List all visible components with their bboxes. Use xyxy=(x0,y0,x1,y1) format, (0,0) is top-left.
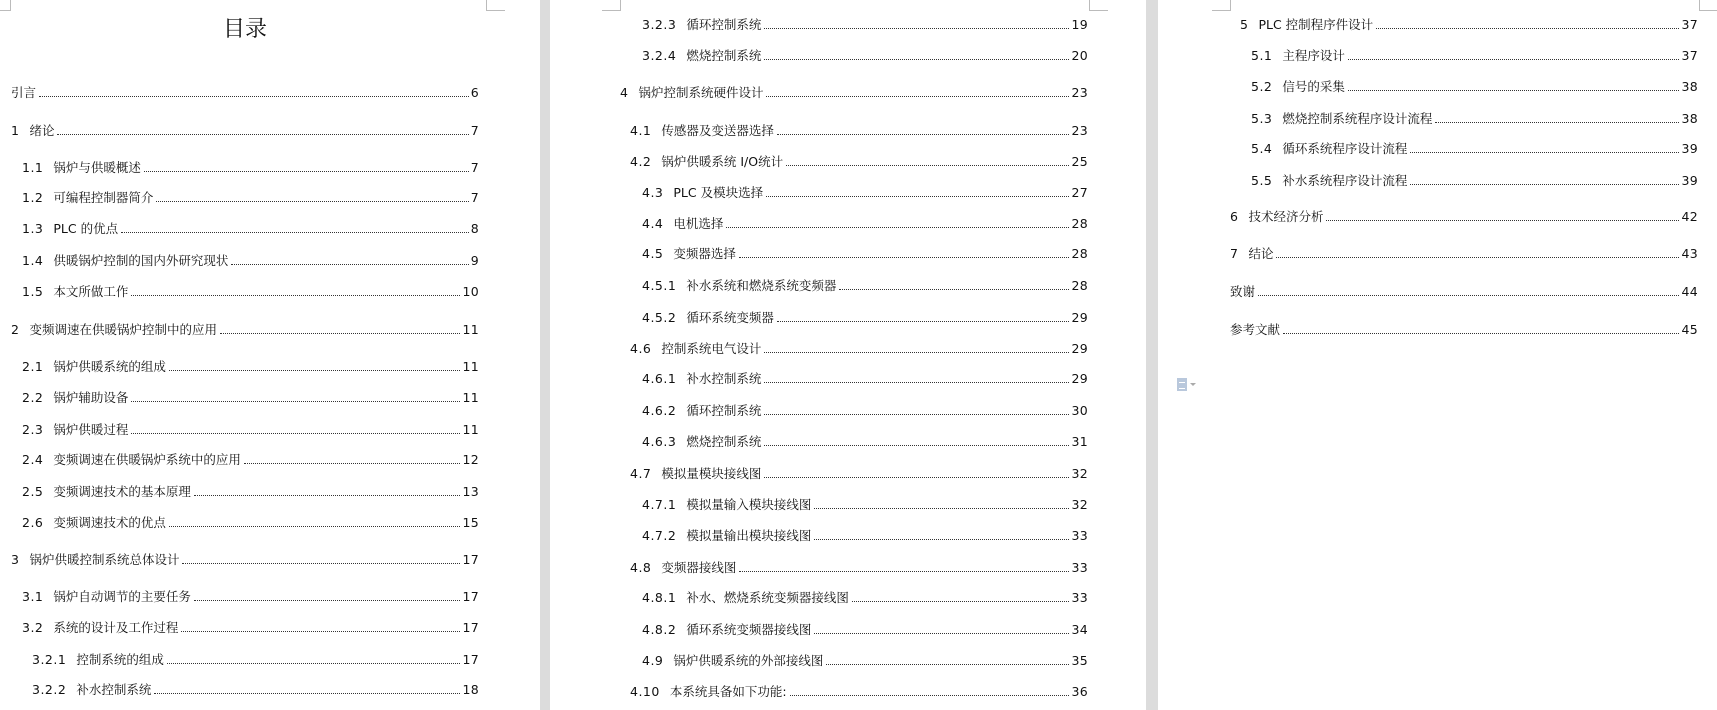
toc-entry-label: 燃烧控制系统程序设计流程 xyxy=(1282,111,1433,126)
toc-entry-label: 变频调速在供暖锅炉控制中的应用 xyxy=(29,322,217,337)
toc-entry[interactable] xyxy=(642,216,1088,232)
toc-entry[interactable] xyxy=(1251,111,1698,127)
dot-leader xyxy=(1410,184,1679,185)
toc-entry-label: 信号的采集 xyxy=(1282,79,1345,94)
toc-entry-label: 循环系统变频器接线图 xyxy=(686,622,812,637)
toc-entry[interactable] xyxy=(32,682,479,698)
dot-leader xyxy=(131,433,460,434)
toc-entry[interactable] xyxy=(642,590,1088,606)
dot-leader xyxy=(194,495,461,496)
toc-entry-page-number: 32 xyxy=(1071,497,1088,512)
toc-entry-label: 循环控制系统 xyxy=(686,17,762,32)
toc-entry-page-number: 37 xyxy=(1681,48,1698,63)
toc-entry-number: 4.8 xyxy=(630,560,652,575)
toc-entry-number: 4.9 xyxy=(642,653,664,668)
toc-entry-page-number: 38 xyxy=(1681,79,1698,94)
toc-entry-label: 锅炉供暖系统的外部接线图 xyxy=(673,653,824,668)
dot-leader xyxy=(764,477,1069,478)
toc-entry-page-number: 29 xyxy=(1071,371,1088,386)
dot-leader xyxy=(244,463,461,464)
toc-entry[interactable] xyxy=(22,515,479,531)
toc-entry-number: 4.7 xyxy=(630,466,652,481)
toc-entry-number: 3.1 xyxy=(22,589,44,604)
toc-entry-number: 1 xyxy=(11,123,20,138)
dot-leader xyxy=(169,370,461,371)
toc-entry-page-number: 17 xyxy=(462,652,479,667)
toc-entry[interactable] xyxy=(1251,79,1698,95)
paste-options-icon[interactable] xyxy=(1177,377,1201,391)
toc-entry-number: 4.3 xyxy=(642,185,664,200)
toc-entry-label: 结论 xyxy=(1248,246,1274,261)
toc-entry-number: 3.2.4 xyxy=(642,48,677,63)
toc-entry[interactable] xyxy=(22,190,479,206)
dot-leader xyxy=(131,295,460,296)
toc-entry-number: 2 xyxy=(11,322,20,337)
dot-leader xyxy=(764,28,1069,29)
toc-entry-number: 2.2 xyxy=(22,390,44,405)
toc-entry-page-number: 9 xyxy=(470,253,479,268)
toc-entry-label: 致谢 xyxy=(1230,284,1256,299)
toc-entry-page-number: 36 xyxy=(1071,684,1088,699)
dot-leader xyxy=(764,59,1069,60)
toc-entry-page-number: 12 xyxy=(462,452,479,467)
toc-entry-number: 4.8.1 xyxy=(642,590,677,605)
toc-entry-page-number: 8 xyxy=(470,221,479,236)
toc-entry-page-number: 30 xyxy=(1071,403,1088,418)
page-corner-mark xyxy=(1212,0,1231,11)
toc-entry[interactable] xyxy=(630,341,1088,357)
toc-entry-number: 1.1 xyxy=(22,160,44,175)
toc-entry[interactable] xyxy=(22,221,479,237)
toc-entry-label: 模拟量输入模块接线图 xyxy=(686,497,812,512)
toc-entry-page-number: 11 xyxy=(462,422,479,437)
toc-entry-label: 补水系统程序设计流程 xyxy=(1282,173,1408,188)
toc-entry-page-number: 37 xyxy=(1681,17,1698,32)
toc-entry-page-number: 39 xyxy=(1681,141,1698,156)
dot-leader xyxy=(1276,257,1679,258)
toc-entry-number: 4.6 xyxy=(630,341,652,356)
dot-leader xyxy=(1410,152,1679,153)
toc-entry-page-number: 33 xyxy=(1071,590,1088,605)
toc-entry-label: 锅炉控制系统硬件设计 xyxy=(638,85,764,100)
toc-entry-label: 本文所做工作 xyxy=(53,284,129,299)
toc-entry-number: 3.2.1 xyxy=(32,652,67,667)
toc-entry-label: 燃烧控制系统 xyxy=(686,434,762,449)
dot-leader xyxy=(231,264,468,265)
dot-leader xyxy=(121,232,469,233)
dot-leader xyxy=(1283,333,1679,334)
dot-leader xyxy=(839,289,1069,290)
toc-entry-page-number: 33 xyxy=(1071,560,1088,575)
dot-leader xyxy=(739,257,1070,258)
dot-leader xyxy=(194,600,461,601)
dot-leader xyxy=(814,539,1069,540)
toc-entry-label: 供暖锅炉控制的国内外研究现状 xyxy=(53,253,229,268)
dot-leader xyxy=(154,693,460,694)
toc-entry-page-number: 19 xyxy=(1071,17,1088,32)
toc-entry[interactable] xyxy=(22,452,479,468)
toc-entry-number: 3.2 xyxy=(22,620,44,635)
toc-entry-number: 4.6.2 xyxy=(642,403,677,418)
toc-entry-page-number: 20 xyxy=(1071,48,1088,63)
toc-entry-number: 1.2 xyxy=(22,190,44,205)
toc-entry-label: 绪论 xyxy=(29,123,55,138)
dot-leader xyxy=(786,165,1069,166)
dot-leader xyxy=(766,196,1069,197)
toc-entry-label: 变频调速在供暖锅炉系统中的应用 xyxy=(53,452,241,467)
toc-entry-page-number: 38 xyxy=(1681,111,1698,126)
toc-entry[interactable] xyxy=(630,123,1088,139)
toc-entry-label: 本系统具备如下功能: xyxy=(669,684,787,699)
toc-entry[interactable] xyxy=(1251,48,1698,64)
dot-leader xyxy=(57,134,468,135)
dot-leader xyxy=(726,227,1069,228)
dot-leader xyxy=(1348,59,1680,60)
toc-entry-number: 2.3 xyxy=(22,422,44,437)
toc-entry-label: 循环控制系统 xyxy=(686,403,762,418)
dot-leader xyxy=(852,601,1070,602)
toc-entry[interactable] xyxy=(1230,284,1698,300)
toc-entry-number: 4.5 xyxy=(642,246,664,261)
dot-leader xyxy=(764,352,1069,353)
toc-entry-number: 4.10 xyxy=(630,684,660,699)
dot-leader xyxy=(766,96,1069,97)
toc-entry-label: 锅炉供暖系统的组成 xyxy=(53,359,166,374)
dot-leader xyxy=(814,633,1069,634)
toc-entry-number: 1.5 xyxy=(22,284,44,299)
toc-entry-label: 循环系统程序设计流程 xyxy=(1282,141,1408,156)
toc-entry[interactable] xyxy=(642,48,1088,64)
toc-entry-page-number: 7 xyxy=(470,160,479,175)
toc-entry-number: 1.4 xyxy=(22,253,44,268)
toc-entry-page-number: 45 xyxy=(1681,322,1698,337)
toc-entry-label: PLC 的优点 xyxy=(53,221,119,236)
toc-entry-label: 锅炉供暖系统 I/O统计 xyxy=(661,154,784,169)
toc-entry[interactable] xyxy=(642,403,1088,419)
toc-entry-label: PLC 控制程序件设计 xyxy=(1258,17,1374,32)
toc-title: 目录 xyxy=(222,17,267,42)
dot-leader xyxy=(814,508,1069,509)
toc-entry[interactable] xyxy=(11,123,479,139)
toc-entry-label: 补水系统和燃烧系统变频器 xyxy=(686,278,837,293)
toc-entry[interactable] xyxy=(1230,209,1698,225)
toc-entry-page-number: 11 xyxy=(462,390,479,405)
toc-entry-label: 循环系统变频器 xyxy=(686,310,774,325)
toc-entry[interactable] xyxy=(22,359,479,375)
toc-entry-page-number: 28 xyxy=(1071,216,1088,231)
chevron-down-icon xyxy=(1190,383,1196,386)
toc-entry[interactable] xyxy=(630,466,1088,482)
toc-entry-page-number: 29 xyxy=(1071,341,1088,356)
toc-entry[interactable] xyxy=(642,622,1088,638)
toc-entry-page-number: 17 xyxy=(462,589,479,604)
toc-entry-page-number: 23 xyxy=(1071,123,1088,138)
toc-entry-label: 补水、燃烧系统变频器接线图 xyxy=(686,590,849,605)
toc-entry-number: 2.1 xyxy=(22,359,44,374)
toc-entry[interactable] xyxy=(1251,141,1698,157)
toc-entry-page-number: 44 xyxy=(1681,284,1698,299)
toc-entry-label: 补水控制系统 xyxy=(686,371,762,386)
toc-entry-number: 5 xyxy=(1240,17,1249,32)
page-corner-mark xyxy=(602,0,621,11)
toc-entry[interactable] xyxy=(22,589,479,605)
dot-leader xyxy=(764,414,1069,415)
dot-leader xyxy=(777,321,1070,322)
toc-entry[interactable] xyxy=(642,528,1088,544)
dot-leader xyxy=(169,526,461,527)
toc-entry[interactable] xyxy=(22,253,479,269)
toc-entry[interactable] xyxy=(22,620,479,636)
toc-entry-label: 变频调速技术的优点 xyxy=(53,515,166,530)
toc-entry[interactable] xyxy=(642,278,1088,294)
page-corner-mark xyxy=(0,0,11,11)
dot-leader xyxy=(764,445,1069,446)
toc-entry-label: 参考文献 xyxy=(1230,322,1281,337)
toc-entry-page-number: 23 xyxy=(1071,85,1088,100)
toc-entry-page-number: 17 xyxy=(462,552,479,567)
toc-entry-label: 模拟量模块接线图 xyxy=(661,466,762,481)
toc-entry-number: 4.1 xyxy=(630,123,652,138)
toc-entry-page-number: 32 xyxy=(1071,466,1088,481)
toc-entry[interactable] xyxy=(1230,246,1698,262)
dot-leader xyxy=(39,96,469,97)
toc-entry-label: 系统的设计及工作过程 xyxy=(53,620,179,635)
toc-entry[interactable] xyxy=(642,185,1088,201)
dot-leader xyxy=(1258,295,1679,296)
toc-entry-label: 锅炉供暖过程 xyxy=(53,422,129,437)
toc-entry[interactable] xyxy=(642,371,1088,387)
toc-entry-number: 1.3 xyxy=(22,221,44,236)
toc-entry-number: 4.8.2 xyxy=(642,622,677,637)
toc-entry-label: 锅炉与供暖概述 xyxy=(53,160,141,175)
dot-leader xyxy=(181,631,460,632)
page-corner-mark xyxy=(486,0,505,11)
toc-entry-number: 5.1 xyxy=(1251,48,1273,63)
toc-entry[interactable] xyxy=(642,310,1088,326)
dot-leader xyxy=(777,134,1070,135)
toc-entry-label: 锅炉供暖控制系统总体设计 xyxy=(29,552,180,567)
toc-entry-page-number: 29 xyxy=(1071,310,1088,325)
toc-entry[interactable] xyxy=(642,17,1088,33)
toc-entry[interactable] xyxy=(642,246,1088,262)
toc-entry[interactable] xyxy=(630,684,1088,700)
toc-entry[interactable] xyxy=(32,652,479,668)
toc-entry-page-number: 39 xyxy=(1681,173,1698,188)
toc-entry-page-number: 6 xyxy=(470,85,479,100)
toc-entry-number: 4.6.1 xyxy=(642,371,677,386)
toc-entry-number: 7 xyxy=(1230,246,1239,261)
toc-entry[interactable] xyxy=(11,85,479,101)
toc-entry-page-number: 28 xyxy=(1071,246,1088,261)
dot-leader xyxy=(131,401,460,402)
toc-entry[interactable] xyxy=(11,552,479,568)
toc-entry-number: 6 xyxy=(1230,209,1239,224)
toc-entry-number: 2.4 xyxy=(22,452,44,467)
toc-entry-page-number: 7 xyxy=(470,123,479,138)
toc-entry-page-number: 11 xyxy=(462,322,479,337)
toc-entry-label: 控制系统的组成 xyxy=(76,652,164,667)
page-corner-mark xyxy=(1699,0,1717,11)
toc-entry-label: PLC 及模块选择 xyxy=(673,185,764,200)
toc-entry-page-number: 33 xyxy=(1071,528,1088,543)
dot-leader xyxy=(1376,28,1679,29)
toc-entry-label: 变频器接线图 xyxy=(661,560,737,575)
page-corner-mark xyxy=(1089,0,1108,11)
dot-leader xyxy=(1348,90,1680,91)
toc-entry[interactable] xyxy=(22,390,479,406)
toc-entry-number: 2.6 xyxy=(22,515,44,530)
toc-entry-number: 4.5.2 xyxy=(642,310,677,325)
toc-entry-label: 锅炉自动调节的主要任务 xyxy=(53,589,191,604)
toc-entry-label: 变频器选择 xyxy=(673,246,736,261)
toc-entry-number: 4 xyxy=(620,85,629,100)
toc-entry-number: 4.6.3 xyxy=(642,434,677,449)
toc-entry[interactable] xyxy=(11,322,479,338)
toc-entry-page-number: 28 xyxy=(1071,278,1088,293)
dot-leader xyxy=(182,563,460,564)
toc-entry-page-number: 42 xyxy=(1681,209,1698,224)
toc-entry-page-number: 11 xyxy=(462,359,479,374)
toc-entry-number: 4.7.2 xyxy=(642,528,677,543)
toc-entry-label: 锅炉辅助设备 xyxy=(53,390,129,405)
toc-entry-page-number: 25 xyxy=(1071,154,1088,169)
dot-leader xyxy=(826,664,1069,665)
dot-leader xyxy=(1326,220,1679,221)
toc-entry-label: 技术经济分析 xyxy=(1248,209,1324,224)
toc-entry-label: 变频调速技术的基本原理 xyxy=(53,484,191,499)
toc-entry-label: 控制系统电气设计 xyxy=(661,341,762,356)
toc-entry[interactable] xyxy=(642,653,1088,669)
toc-entry[interactable] xyxy=(630,560,1088,576)
toc-entry-page-number: 13 xyxy=(462,484,479,499)
toc-entry-label: 电机选择 xyxy=(673,216,724,231)
toc-entry-number: 3.2.2 xyxy=(32,682,67,697)
toc-entry[interactable] xyxy=(22,284,479,300)
dot-leader xyxy=(156,201,468,202)
dot-leader xyxy=(764,382,1069,383)
toc-entry-page-number: 27 xyxy=(1071,185,1088,200)
toc-entry-number: 5.2 xyxy=(1251,79,1273,94)
toc-entry-number: 2.5 xyxy=(22,484,44,499)
page-gap xyxy=(540,0,550,710)
toc-entry[interactable] xyxy=(1251,173,1698,189)
toc-entry[interactable] xyxy=(620,85,1088,101)
toc-entry[interactable] xyxy=(642,497,1088,513)
page-gap xyxy=(1146,0,1158,710)
toc-entry-page-number: 15 xyxy=(462,515,479,530)
toc-entry-number: 4.4 xyxy=(642,216,664,231)
toc-entry-page-number: 31 xyxy=(1071,434,1088,449)
dot-leader xyxy=(1435,122,1679,123)
toc-entry[interactable] xyxy=(1230,322,1698,338)
toc-entry[interactable] xyxy=(22,484,479,500)
toc-entry-number: 5.5 xyxy=(1251,173,1273,188)
toc-entry-page-number: 35 xyxy=(1071,653,1088,668)
toc-entry-number: 3.2.3 xyxy=(642,17,677,32)
toc-entry[interactable] xyxy=(642,434,1088,450)
toc-entry-label: 补水控制系统 xyxy=(76,682,152,697)
toc-entry-page-number: 43 xyxy=(1681,246,1698,261)
toc-entry-page-number: 34 xyxy=(1071,622,1088,637)
dot-leader xyxy=(739,571,1069,572)
toc-entry-number: 3 xyxy=(11,552,20,567)
toc-entry-label: 引言 xyxy=(11,85,37,100)
toc-entry[interactable] xyxy=(22,160,479,176)
toc-entry-page-number: 18 xyxy=(462,682,479,697)
toc-entry-number: 4.2 xyxy=(630,154,652,169)
toc-entry[interactable] xyxy=(22,422,479,438)
dot-leader xyxy=(167,663,461,664)
dot-leader xyxy=(790,695,1070,696)
toc-entry-number: 5.3 xyxy=(1251,111,1273,126)
toc-entry-page-number: 7 xyxy=(470,190,479,205)
document-page-3 xyxy=(1158,0,1717,710)
toc-entry-label: 模拟量输出模块接线图 xyxy=(686,528,812,543)
toc-entry-number: 4.7.1 xyxy=(642,497,677,512)
toc-entry-label: 燃烧控制系统 xyxy=(686,48,762,63)
dot-leader xyxy=(220,333,461,334)
document-icon xyxy=(1177,378,1187,391)
toc-entry-page-number: 10 xyxy=(462,284,479,299)
dot-leader xyxy=(144,171,469,172)
toc-entry-label: 可编程控制器简介 xyxy=(53,190,154,205)
toc-entry[interactable] xyxy=(630,154,1088,170)
toc-entry[interactable] xyxy=(1240,17,1698,33)
toc-entry-label: 传感器及变送器选择 xyxy=(661,123,774,138)
toc-entry-number: 4.5.1 xyxy=(642,278,677,293)
toc-entry-label: 主程序设计 xyxy=(1282,48,1345,63)
toc-entry-number: 5.4 xyxy=(1251,141,1273,156)
toc-entry-page-number: 17 xyxy=(462,620,479,635)
